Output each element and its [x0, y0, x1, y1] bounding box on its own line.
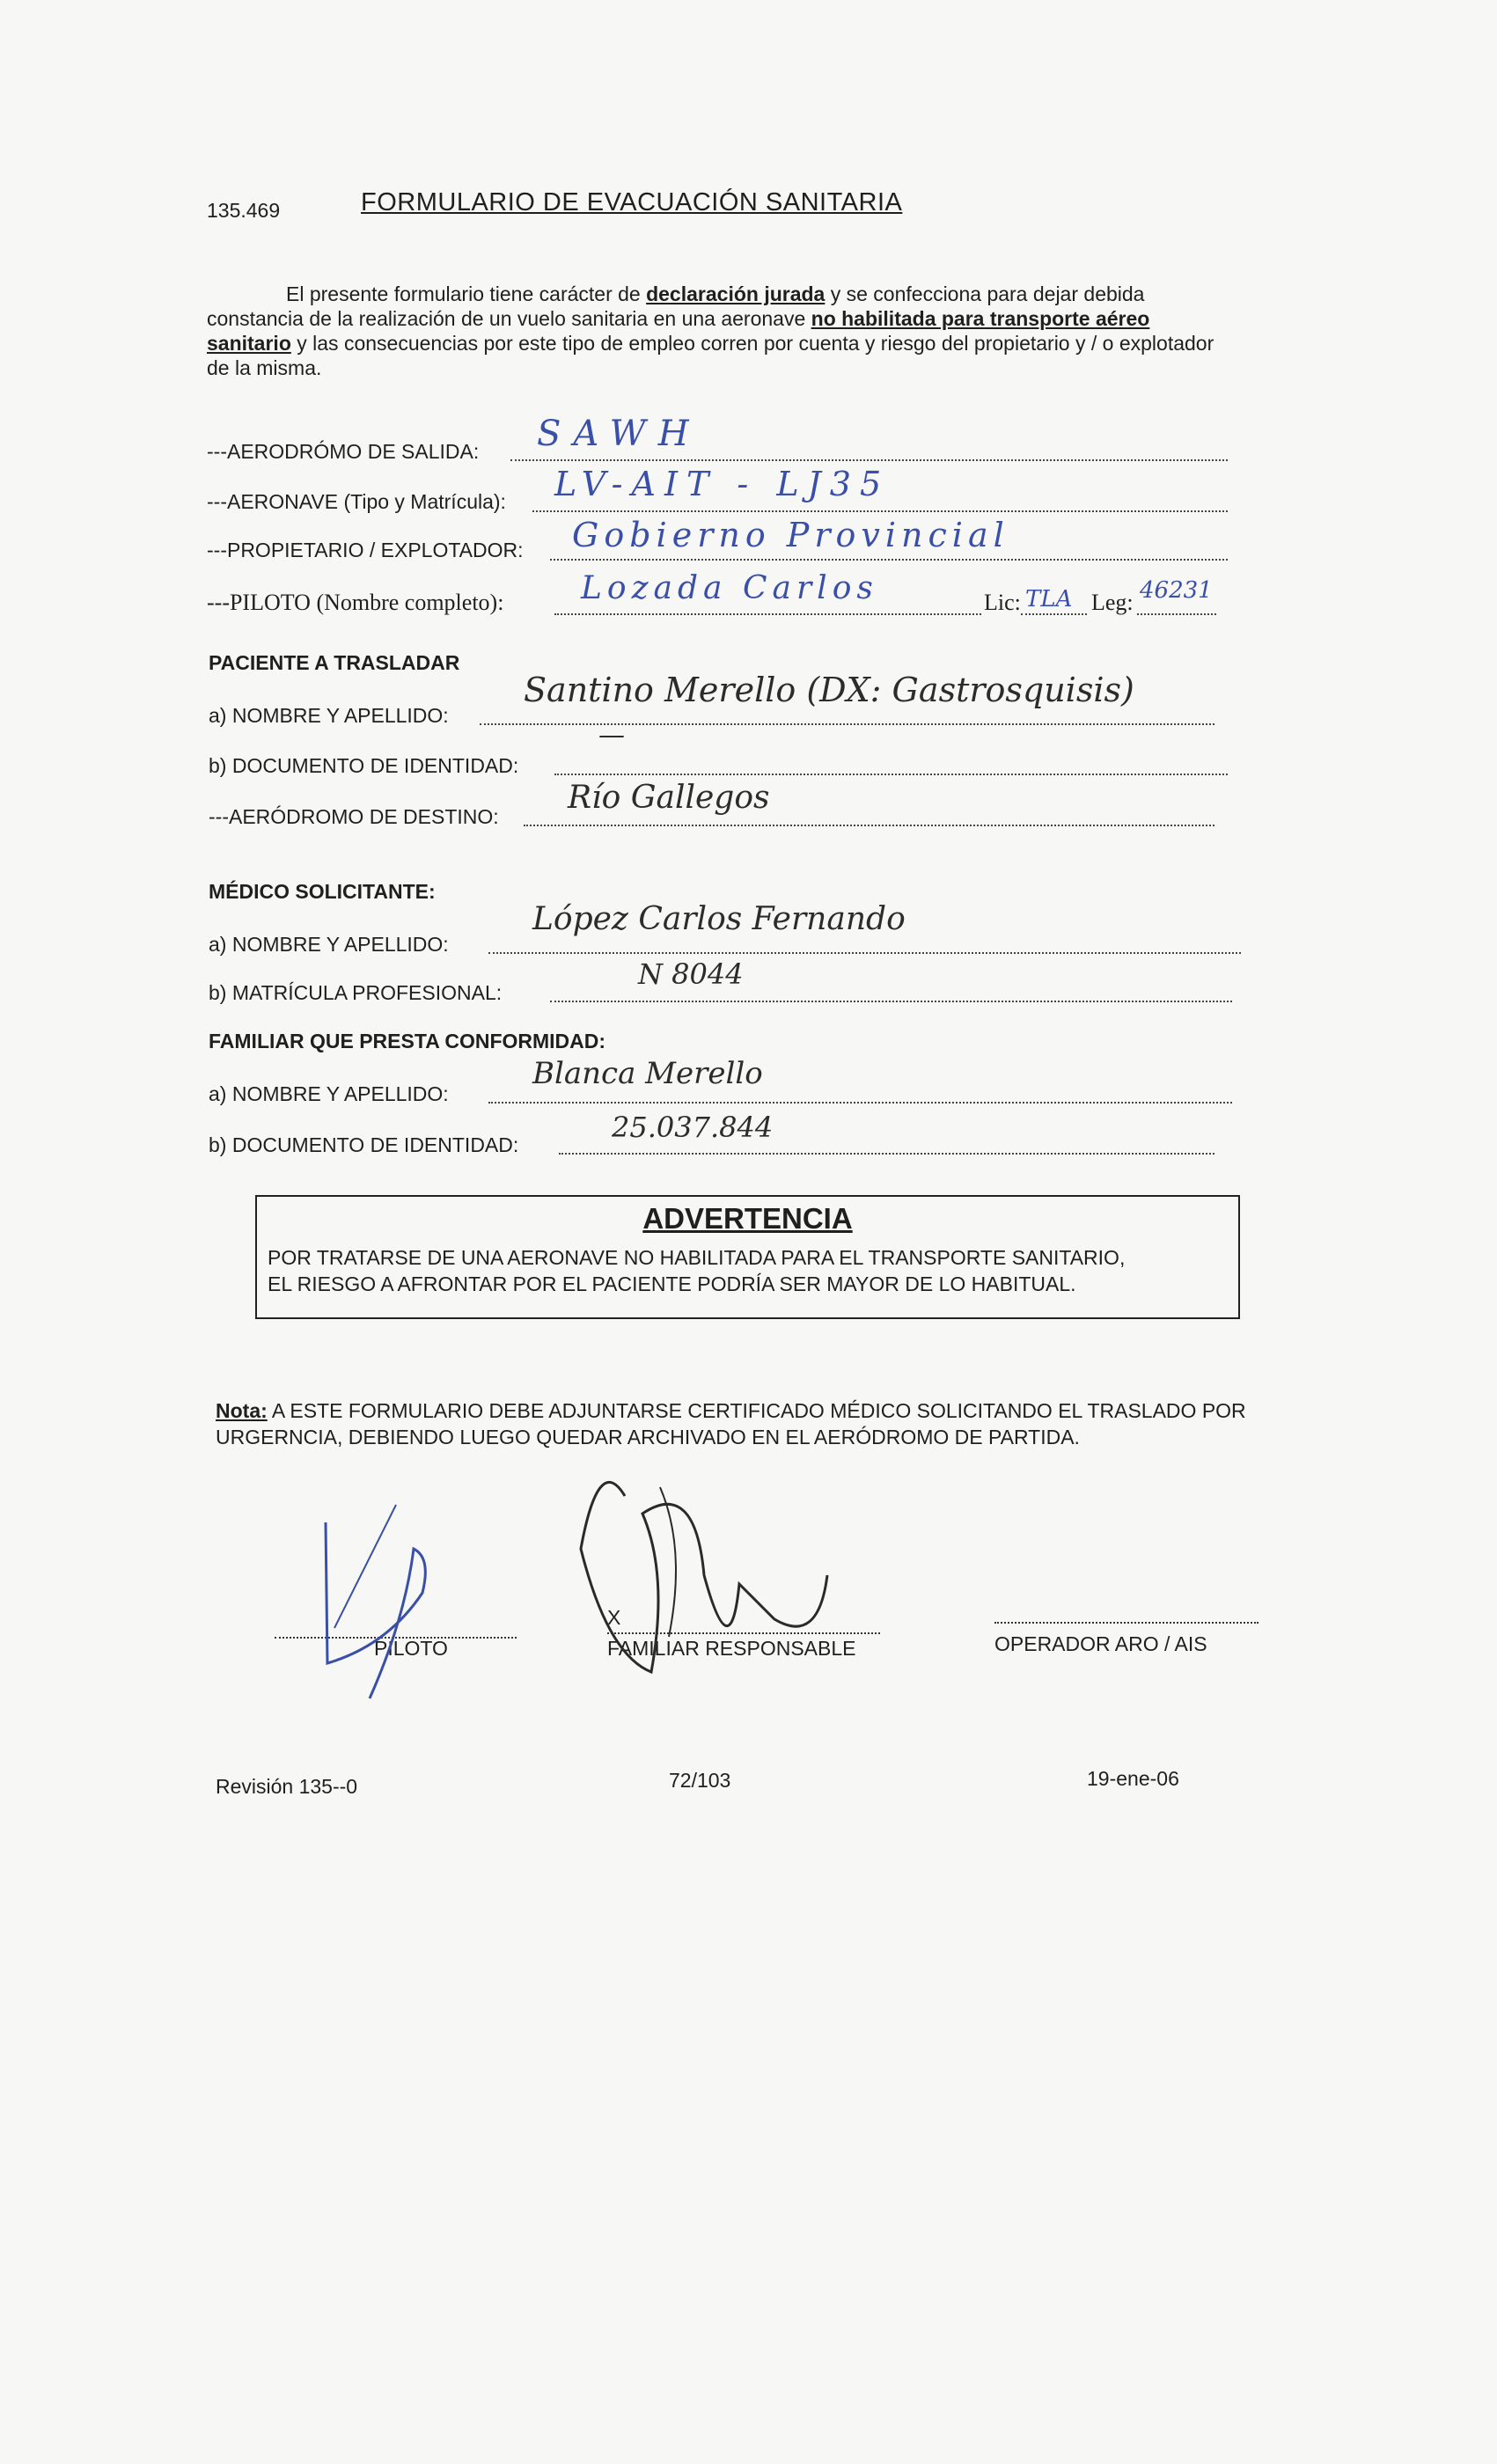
paciente-documento-value[interactable]: —	[598, 720, 625, 751]
advertencia-title: ADVERTENCIA	[642, 1202, 853, 1235]
piloto-value[interactable]: Lozada Carlos	[581, 570, 878, 606]
advertencia-line-1: POR TRATARSE DE UNA AERONAVE NO HABILITADA PARA EL TRANSPORTE SANITARIO,	[268, 1246, 1126, 1269]
lic-label: Lic:	[984, 590, 1021, 615]
piloto-signature-caption: PILOTO	[374, 1637, 448, 1660]
paciente-nombre-line	[480, 723, 1214, 725]
operador-signature-line	[994, 1622, 1259, 1624]
familiar-documento-value[interactable]: 25.037.844	[612, 1111, 774, 1144]
paciente-heading: PACIENTE A TRASLADAR	[209, 651, 460, 674]
nota-paragraph	[216, 1397, 1254, 1450]
advertencia-line-2: EL RIESGO A AFRONTAR POR EL PACIENTE PODRÍA SER MAYOR DE LO HABITUAL.	[268, 1272, 1076, 1295]
operador-signature-caption: OPERADOR ARO / AIS	[994, 1632, 1207, 1655]
advertencia-box	[255, 1195, 1240, 1319]
intro-no-habilitada: no habilitada para transporte aéreo sanitario	[207, 307, 1150, 355]
destino-line	[524, 825, 1214, 826]
medico-heading: MÉDICO SOLICITANTE:	[209, 880, 436, 903]
destino-value[interactable]: Río Gallegos	[568, 780, 770, 816]
footer-page-number: 72/103	[669, 1769, 731, 1792]
medico-nombre-line	[488, 952, 1241, 954]
aerodromo-salida-label: ---AERODRÓMO DE SALIDA:	[207, 440, 480, 463]
propietario-line	[550, 559, 1228, 561]
propietario-label: ---PROPIETARIO / EXPLOTADOR:	[207, 539, 524, 561]
intro-paragraph	[207, 282, 1228, 380]
piloto-signature-image	[317, 1487, 493, 1707]
piloto-line	[554, 613, 981, 615]
familiar-documento-label: b) DOCUMENTO DE IDENTIDAD:	[209, 1133, 519, 1156]
familiar-nombre-line	[488, 1102, 1232, 1104]
aeronave-value[interactable]: LV-AIT - LJ35	[554, 465, 891, 503]
leg-label: Leg:	[1091, 590, 1134, 615]
paciente-nombre-label: a) NOMBRE Y APELLIDO:	[209, 704, 449, 727]
aeronave-line	[532, 510, 1228, 512]
aerodromo-salida-line	[510, 459, 1228, 461]
familiar-documento-line	[559, 1153, 1214, 1155]
medico-matricula-value[interactable]: N 8044	[638, 957, 744, 991]
medico-nombre-value[interactable]: López Carlos Fernando	[532, 901, 906, 937]
destino-label: ---AERÓDROMO DE DESTINO:	[209, 805, 499, 828]
nota-label: Nota:	[216, 1399, 268, 1422]
medico-nombre-label: a) NOMBRE Y APELLIDO:	[209, 933, 449, 956]
aerodromo-salida-value[interactable]: SAWH	[537, 414, 701, 454]
paciente-documento-line	[554, 774, 1228, 775]
intro-text-3: y las consecuencias por este tipo de empleo corren por cuenta y riesgo del propietario y / o explotador de la misma.	[207, 332, 1214, 379]
medico-matricula-label: b) MATRÍCULA PROFESIONAL:	[209, 981, 503, 1004]
lic-value[interactable]: TLA	[1025, 586, 1073, 612]
familiar-x-mark: X	[607, 1606, 621, 1629]
paciente-documento-label: b) DOCUMENTO DE IDENTIDAD:	[209, 754, 519, 777]
aeronave-label: ---AERONAVE (Tipo y Matrícula):	[207, 490, 506, 513]
nota-text: A ESTE FORMULARIO DEBE ADJUNTARSE CERTIFICADO MÉDICO SOLICITANDO EL TRASLADO POR URGERNCIA, DEBIENDO LUEGO QUEDAR ARCHIVADO EN EL AERÓDROMO DE PARTIDA.	[216, 1399, 1246, 1448]
paciente-nombre-value[interactable]: Santino Merello (DX: Gastrosquisis)	[524, 671, 1134, 709]
propietario-value[interactable]: Gobierno Provincial	[572, 516, 1009, 554]
familiar-nombre-value[interactable]: Blanca Merello	[532, 1056, 763, 1091]
lic-line	[1021, 613, 1087, 615]
leg-line	[1137, 613, 1216, 615]
piloto-label: ---PILOTO (Nombre completo):	[207, 590, 504, 615]
footer-revision: Revisión 135--0	[216, 1775, 358, 1798]
footer-date: 19-ene-06	[1087, 1767, 1179, 1790]
leg-value[interactable]: 46231	[1140, 577, 1213, 604]
intro-text-1: El presente formulario tiene carácter de	[286, 282, 647, 305]
medico-matricula-line	[550, 1001, 1232, 1002]
page-title: FORMULARIO DE EVACUACIÓN SANITARIA	[361, 188, 903, 216]
intro-declaracion: declaración jurada	[646, 282, 826, 305]
familiar-signature-caption: FAMILIAR RESPONSABLE	[607, 1637, 856, 1660]
familiar-heading: FAMILIAR QUE PRESTA CONFORMIDAD:	[209, 1030, 606, 1052]
form-code: 135.469	[207, 199, 281, 222]
familiar-nombre-label: a) NOMBRE Y APELLIDO:	[209, 1082, 449, 1105]
familiar-signature-image	[572, 1443, 836, 1707]
intro-text-2: y se confecciona para dejar debida constancia de la realización de un vuelo sanitaria en una aeronave	[207, 282, 1145, 330]
